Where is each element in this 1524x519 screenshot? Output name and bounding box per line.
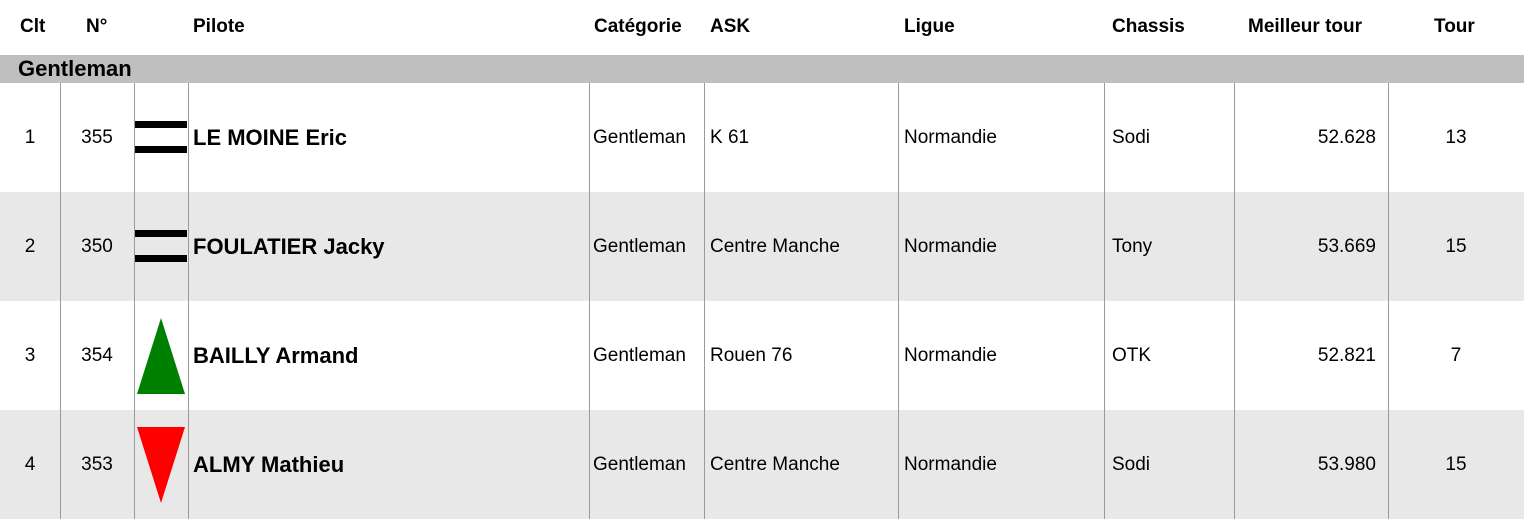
group-label: Gentleman	[18, 56, 132, 81]
league-cell: Normandie	[904, 344, 997, 366]
header-tour: Tour	[1434, 16, 1475, 37]
header-ask: ASK	[710, 16, 751, 37]
pilot-name-cell: ALMY Mathieu	[193, 451, 345, 477]
table-header	[0, 0, 1524, 55]
column-divider	[60, 83, 61, 519]
header-num: N°	[86, 16, 108, 37]
chassis-cell: Tony	[1112, 235, 1153, 257]
header-meilleur-tour: Meilleur tour	[1248, 16, 1363, 37]
number-cell: 354	[81, 344, 113, 366]
number-cell: 353	[81, 453, 113, 475]
group-header	[0, 55, 1524, 83]
category-cell: Gentleman	[593, 453, 686, 475]
league-cell: Normandie	[904, 235, 997, 257]
lap-cell: 15	[1445, 235, 1467, 257]
table-row	[0, 301, 1524, 410]
category-cell: Gentleman	[593, 344, 686, 366]
best-lap-cell: 52.628	[1317, 126, 1376, 148]
header-chassis: Chassis	[1112, 16, 1185, 37]
header-ligue: Ligue	[904, 16, 955, 37]
clt-cell: 4	[24, 453, 36, 475]
ask-cell: Centre Manche	[710, 453, 840, 475]
best-lap-cell: 53.669	[1317, 235, 1376, 257]
table-row	[0, 410, 1524, 519]
clt-cell: 1	[24, 126, 36, 148]
column-divider	[1388, 83, 1389, 519]
pilot-name-cell: LE MOINE Eric	[193, 124, 348, 150]
chassis-cell: Sodi	[1112, 453, 1151, 475]
number-cell: 355	[81, 126, 113, 148]
number-cell: 350	[81, 235, 113, 257]
results-table-body	[0, 83, 1524, 519]
ask-cell: Centre Manche	[710, 235, 840, 257]
column-divider	[134, 83, 135, 519]
column-divider	[1104, 83, 1105, 519]
best-lap-cell: 52.821	[1317, 344, 1376, 366]
pilot-name-cell: FOULATIER Jacky	[193, 233, 385, 259]
clt-cell: 3	[24, 344, 36, 366]
column-divider	[589, 83, 590, 519]
chassis-cell: Sodi	[1112, 126, 1151, 148]
lap-cell: 13	[1445, 126, 1467, 148]
lap-cell: 7	[1450, 344, 1462, 366]
column-divider	[188, 83, 189, 519]
chassis-cell: OTK	[1112, 344, 1152, 366]
column-divider	[898, 83, 899, 519]
lap-cell: 15	[1445, 453, 1467, 475]
category-cell: Gentleman	[593, 235, 686, 257]
league-cell: Normandie	[904, 126, 997, 148]
column-divider	[704, 83, 705, 519]
down-arrow-icon	[135, 410, 187, 519]
pilot-name-cell: BAILLY Armand	[193, 342, 359, 368]
ask-cell: K 61	[710, 126, 750, 148]
header-clt: Clt	[20, 16, 46, 37]
league-cell: Normandie	[904, 453, 997, 475]
column-divider	[1234, 83, 1235, 519]
up-arrow-icon	[135, 301, 187, 410]
equal-icon	[135, 192, 187, 301]
header-pilote: Pilote	[193, 16, 245, 37]
table-row	[0, 192, 1524, 301]
equal-icon	[135, 83, 187, 192]
clt-cell: 2	[24, 235, 36, 257]
best-lap-cell: 53.980	[1317, 453, 1376, 475]
header-categorie: Catégorie	[594, 16, 682, 37]
category-cell: Gentleman	[593, 126, 686, 148]
table-row	[0, 83, 1524, 192]
ask-cell: Rouen 76	[710, 344, 793, 366]
